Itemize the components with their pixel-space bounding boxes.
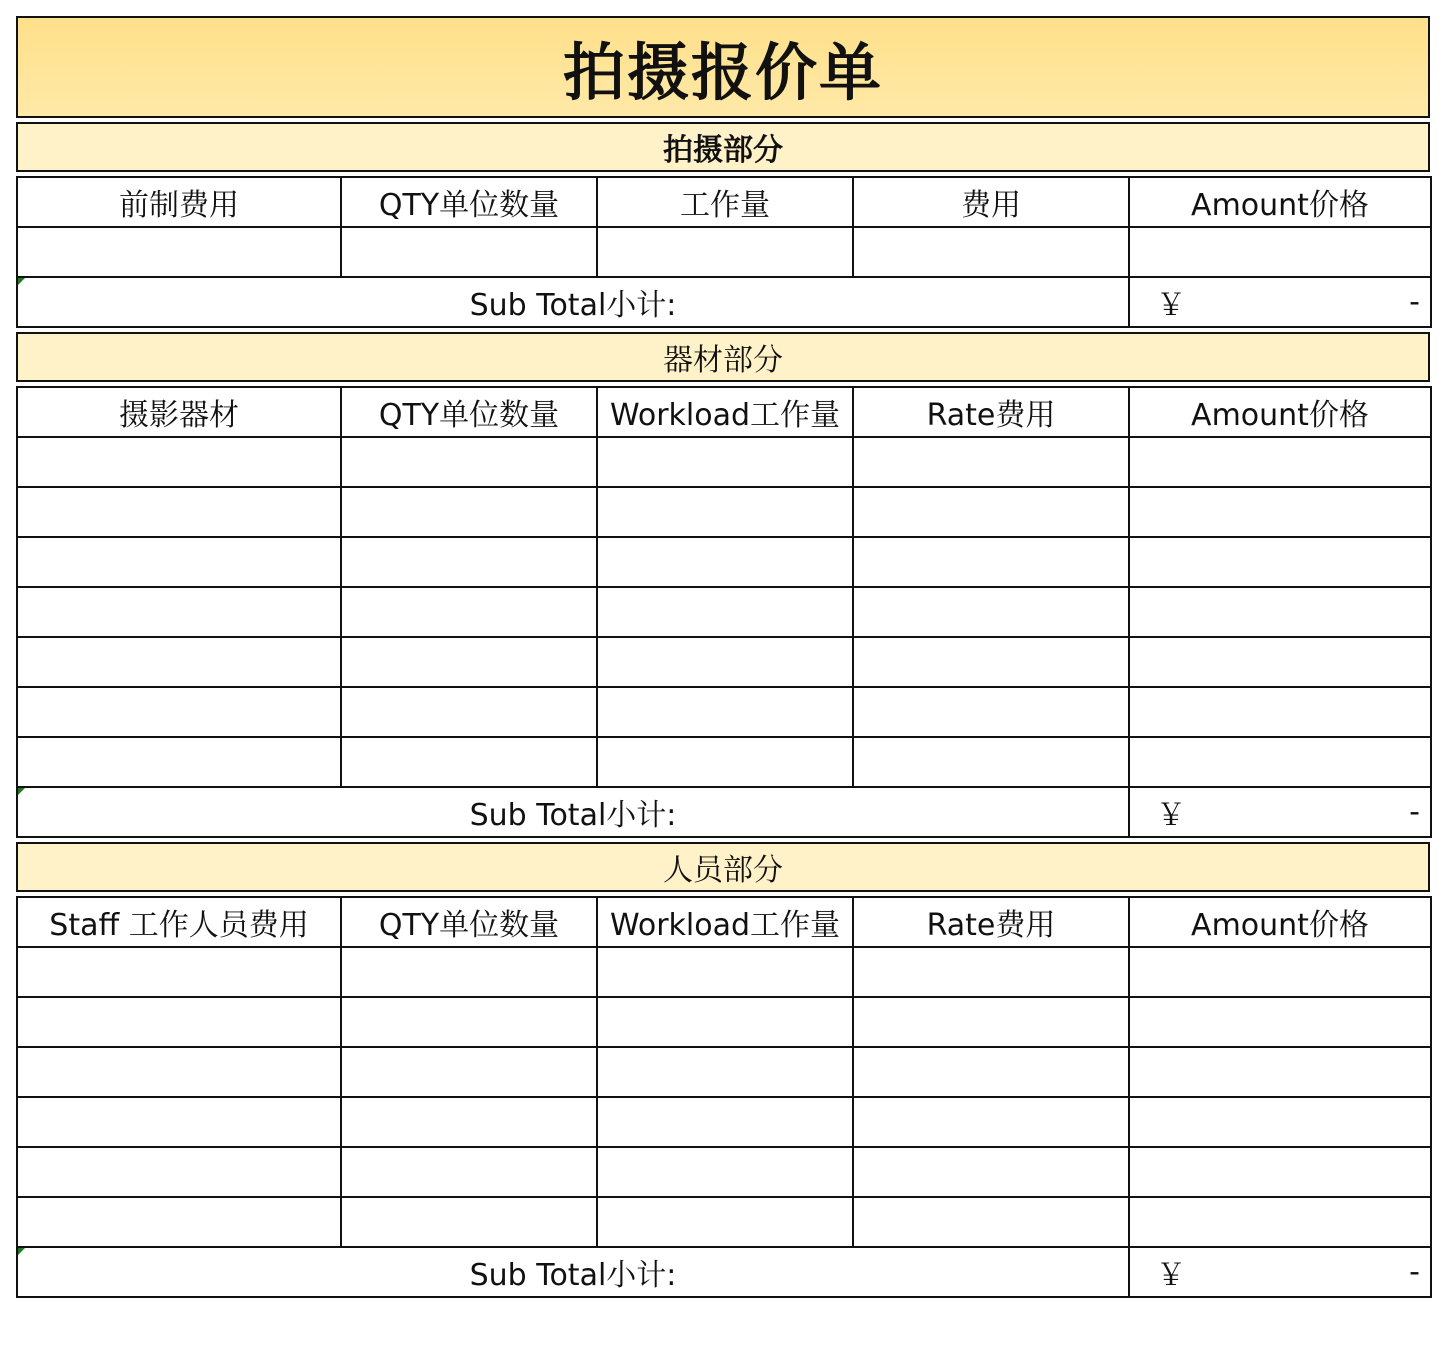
column-header: QTY单位数量 xyxy=(341,387,597,437)
subtotal-label-cell[interactable] xyxy=(17,277,1129,327)
table-row xyxy=(17,637,1431,687)
table-cell[interactable] xyxy=(597,487,853,537)
table-cell[interactable] xyxy=(1129,1047,1431,1097)
table-row xyxy=(17,1147,1431,1197)
cell-marker-icon xyxy=(18,788,25,795)
table-cell[interactable] xyxy=(853,1047,1129,1097)
subtotal-label: Sub Total小计: xyxy=(469,798,677,833)
table-cell[interactable] xyxy=(597,1097,853,1147)
header-row xyxy=(17,387,1431,437)
table-cell[interactable] xyxy=(17,1097,341,1147)
subtotal-label: Sub Total小计: xyxy=(469,1258,677,1293)
table-cell[interactable] xyxy=(17,437,341,487)
subtotal-label-cell[interactable] xyxy=(17,1247,1129,1297)
subtotal-value: - xyxy=(1409,284,1420,320)
subtotal-value: - xyxy=(1409,794,1420,830)
subtotal-row xyxy=(17,277,1431,327)
table-cell[interactable] xyxy=(1129,537,1431,587)
table-cell[interactable] xyxy=(853,1147,1129,1197)
table-cell[interactable] xyxy=(17,997,341,1047)
table-cell[interactable] xyxy=(853,997,1129,1047)
table-cell[interactable] xyxy=(597,947,853,997)
column-header: QTY单位数量 xyxy=(341,177,597,227)
sheet-title: 拍摄报价单 xyxy=(16,16,1430,118)
column-header: Workload工作量 xyxy=(597,387,853,437)
table-row xyxy=(17,437,1431,487)
table-cell[interactable] xyxy=(341,997,597,1047)
table-cell[interactable] xyxy=(1129,587,1431,637)
table-cell[interactable] xyxy=(853,227,1129,277)
table-cell[interactable] xyxy=(17,587,341,637)
header-row xyxy=(17,897,1431,947)
table-cell[interactable] xyxy=(1129,227,1431,277)
table-row xyxy=(17,537,1431,587)
table-cell[interactable] xyxy=(853,587,1129,637)
section-heading-equipment: 器材部分 xyxy=(16,332,1430,382)
table-cell[interactable] xyxy=(853,1197,1129,1247)
table-cell[interactable] xyxy=(1129,997,1431,1047)
table-cell[interactable] xyxy=(1129,1147,1431,1197)
table-cell[interactable] xyxy=(597,687,853,737)
table-cell[interactable] xyxy=(597,1047,853,1097)
table-cell[interactable] xyxy=(853,687,1129,737)
column-header: Rate费用 xyxy=(853,387,1129,437)
table-cell[interactable] xyxy=(1129,687,1431,737)
table-cell[interactable] xyxy=(341,1197,597,1247)
table-row xyxy=(17,227,1431,277)
table-cell[interactable] xyxy=(853,637,1129,687)
section-heading-staff: 人员部分 xyxy=(16,842,1430,892)
table-cell[interactable] xyxy=(597,637,853,687)
table-row xyxy=(17,997,1431,1047)
table-cell[interactable] xyxy=(1129,637,1431,687)
currency-symbol: ￥ xyxy=(1156,798,1186,833)
table-cell[interactable] xyxy=(1129,1197,1431,1247)
table-cell[interactable] xyxy=(597,1197,853,1247)
column-header: Workload工作量 xyxy=(597,897,853,947)
table-row xyxy=(17,487,1431,537)
table-cell[interactable] xyxy=(1129,437,1431,487)
table-cell[interactable] xyxy=(597,737,853,787)
table-cell[interactable] xyxy=(1129,737,1431,787)
cell-marker-icon xyxy=(18,278,25,285)
table-cell[interactable] xyxy=(853,947,1129,997)
table-cell[interactable] xyxy=(17,687,341,737)
section-heading-shooting: 拍摄部分 xyxy=(16,122,1430,172)
table-cell[interactable] xyxy=(17,1197,341,1247)
table-cell[interactable] xyxy=(341,1147,597,1197)
table-cell[interactable] xyxy=(1129,947,1431,997)
table-cell[interactable] xyxy=(341,437,597,487)
subtotal-row xyxy=(17,1247,1431,1297)
table-cell[interactable] xyxy=(17,947,341,997)
header-row xyxy=(17,177,1431,227)
table-cell[interactable] xyxy=(853,1097,1129,1147)
subtotal-label: Sub Total小计: xyxy=(469,288,677,323)
table-cell[interactable] xyxy=(17,1147,341,1197)
table-cell[interactable] xyxy=(341,637,597,687)
column-header: 前制费用 xyxy=(17,177,341,227)
cell-marker-icon xyxy=(18,1248,25,1255)
table-cell[interactable] xyxy=(341,587,597,637)
table-cell[interactable] xyxy=(597,227,853,277)
column-header: Amount价格 xyxy=(1129,177,1431,227)
shooting-table xyxy=(16,176,1432,328)
column-header: Rate费用 xyxy=(853,897,1129,947)
subtotal-label-cell[interactable] xyxy=(17,787,1129,837)
subtotal-value-cell[interactable] xyxy=(1129,787,1431,837)
table-cell[interactable] xyxy=(17,1047,341,1097)
table-cell[interactable] xyxy=(853,537,1129,587)
table-row xyxy=(17,737,1431,787)
table-cell[interactable] xyxy=(17,637,341,687)
table-row xyxy=(17,587,1431,637)
table-cell[interactable] xyxy=(597,587,853,637)
table-cell[interactable] xyxy=(17,227,341,277)
equipment-table xyxy=(16,386,1432,838)
subtotal-row xyxy=(17,787,1431,837)
table-cell[interactable] xyxy=(341,1097,597,1147)
subtotal-value: - xyxy=(1409,1254,1420,1290)
table-cell[interactable] xyxy=(341,687,597,737)
quote-sheet xyxy=(16,16,1430,1298)
table-cell[interactable] xyxy=(17,737,341,787)
table-cell[interactable] xyxy=(341,487,597,537)
table-row xyxy=(17,947,1431,997)
table-cell[interactable] xyxy=(597,1147,853,1197)
table-cell[interactable] xyxy=(597,537,853,587)
table-cell[interactable] xyxy=(341,1047,597,1097)
table-row xyxy=(17,687,1431,737)
table-cell[interactable] xyxy=(1129,1097,1431,1147)
table-cell[interactable] xyxy=(341,537,597,587)
table-cell[interactable] xyxy=(597,437,853,487)
subtotal-value-cell[interactable] xyxy=(1129,277,1431,327)
table-cell[interactable] xyxy=(341,737,597,787)
table-row xyxy=(17,1197,1431,1247)
column-header: 摄影器材 xyxy=(17,387,341,437)
column-header: QTY单位数量 xyxy=(341,897,597,947)
table-cell[interactable] xyxy=(17,487,341,537)
table-cell[interactable] xyxy=(853,737,1129,787)
column-header: 费用 xyxy=(853,177,1129,227)
table-row xyxy=(17,1047,1431,1097)
column-header: Amount价格 xyxy=(1129,897,1431,947)
table-cell[interactable] xyxy=(17,537,341,587)
table-cell[interactable] xyxy=(597,997,853,1047)
staff-table xyxy=(16,896,1432,1298)
table-cell[interactable] xyxy=(853,437,1129,487)
table-cell[interactable] xyxy=(341,947,597,997)
column-header: Staff 工作人员费用 xyxy=(17,897,341,947)
table-row xyxy=(17,1097,1431,1147)
currency-symbol: ￥ xyxy=(1156,1258,1186,1293)
table-cell[interactable] xyxy=(853,487,1129,537)
subtotal-value-cell[interactable] xyxy=(1129,1247,1431,1297)
table-cell[interactable] xyxy=(341,227,597,277)
column-header: 工作量 xyxy=(597,177,853,227)
column-header: Amount价格 xyxy=(1129,387,1431,437)
currency-symbol: ￥ xyxy=(1156,288,1186,323)
table-cell[interactable] xyxy=(1129,487,1431,537)
